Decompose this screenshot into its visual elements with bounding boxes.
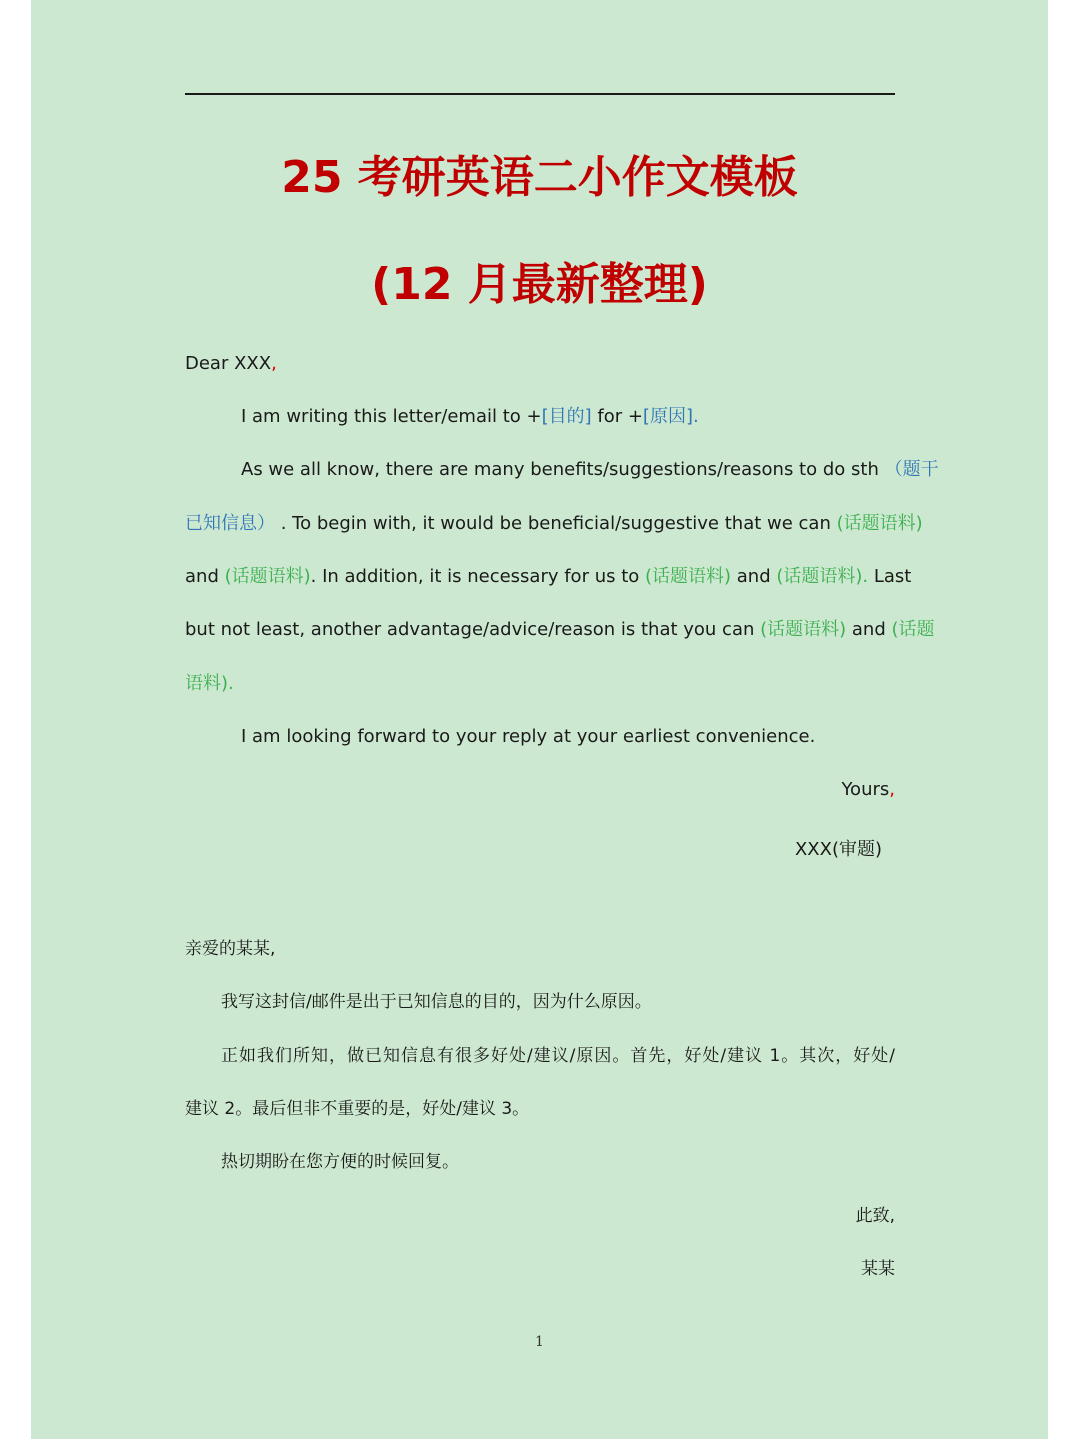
chinese-signature: 某某 bbox=[861, 1259, 895, 1279]
english-salutation: Dear XXX, bbox=[185, 353, 277, 374]
english-paragraph-1: I am writing this letter/email to +[目的] for +[原因]. bbox=[241, 406, 699, 427]
title-line-2: (12 月最新整理) bbox=[371, 259, 708, 310]
english-paragraph-2-line-3: and (话题语料). In addition, it is necessary for us to (话题语料) and (话题语料). Last bbox=[185, 566, 912, 587]
page-number: 1 bbox=[535, 1334, 544, 1350]
chinese-paragraph-3: 热切期盼在您方便的时候回复。 bbox=[221, 1152, 459, 1172]
chinese-paragraph-1: 我写这封信/邮件是出于已知信息的目的，因为什么原因。 bbox=[221, 992, 652, 1012]
english-paragraph-3: I am looking forward to your reply at your earliest convenience. bbox=[241, 726, 816, 747]
english-closing: Yours, bbox=[841, 779, 895, 800]
document-page bbox=[31, 0, 1048, 1439]
chinese-salutation: 亲爱的某某, bbox=[185, 939, 276, 959]
english-signature: XXX(审题) bbox=[794, 839, 882, 860]
title-line-1: 25 考研英语二小作文模板 bbox=[281, 152, 798, 203]
english-paragraph-2-line-5: 语料). bbox=[185, 673, 234, 694]
header-rule bbox=[185, 93, 895, 95]
english-paragraph-2-line-1: As we all know, there are many benefits/suggestions/reasons to do sth （题干 bbox=[241, 459, 939, 480]
english-paragraph-2-line-4: but not least, another advantage/advice/reason is that you can (话题语料) and (话题 bbox=[185, 619, 935, 640]
chinese-closing: 此致, bbox=[855, 1206, 895, 1226]
english-paragraph-2-line-2: 已知信息） . To begin with, it would be beneficial/suggestive that we can (话题语料) bbox=[185, 513, 923, 534]
chinese-paragraph-2-line-1: 正如我们所知，做已知信息有很多好处/建议/原因。首先，好处/建议 1。其次，好处/ bbox=[221, 1046, 895, 1066]
chinese-paragraph-2-line-2: 建议 2。最后但非不重要的是，好处/建议 3。 bbox=[185, 1099, 530, 1119]
